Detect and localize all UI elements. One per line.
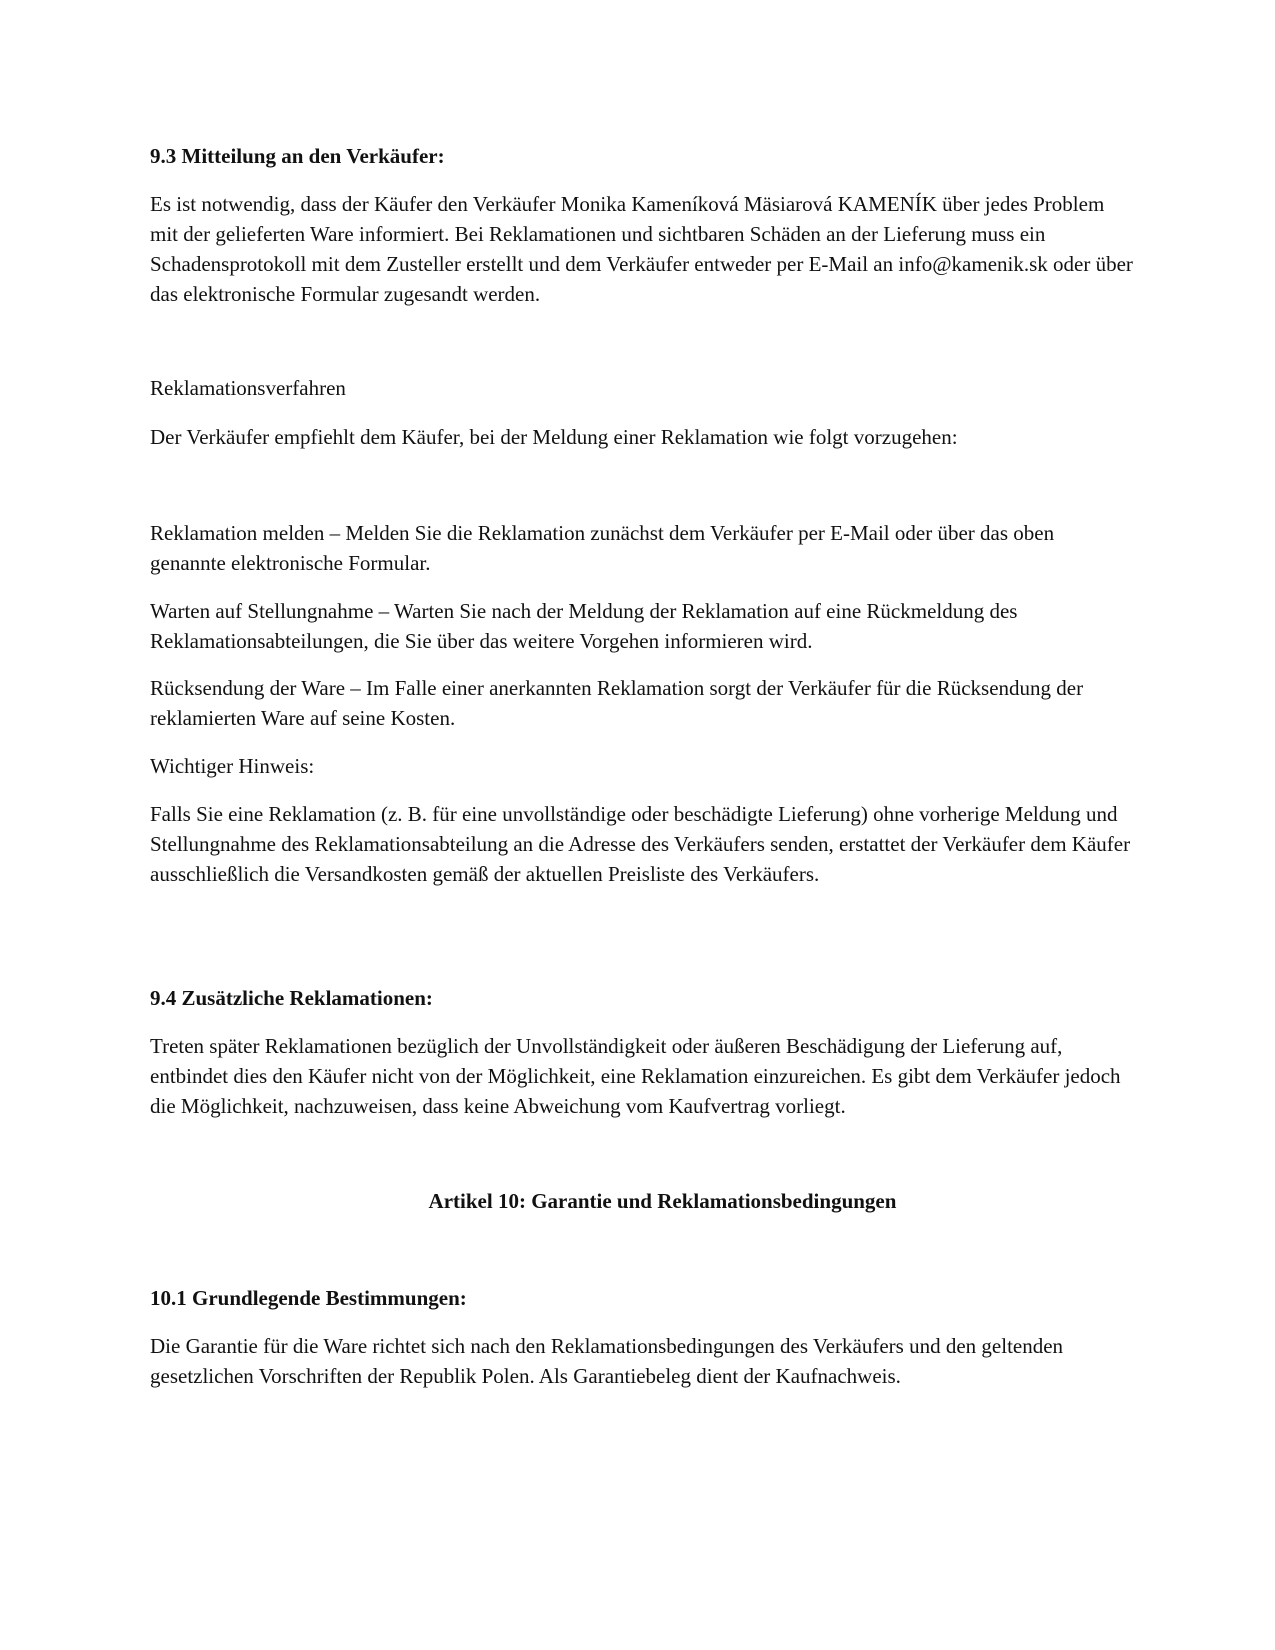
procedure-intro: Der Verkäufer empfiehlt dem Käufer, bei der Meldung einer Reklamation wie folgt vorzugehen: xyxy=(150,425,958,449)
section-9-3-heading: 9.3 Mitteilung an den Verkäufer: xyxy=(150,144,445,168)
procedure-step-report: Reklamation melden – Melden Sie die Reklamation zunächst dem Verkäufer per E-Mail oder über das oben genannte elektronische Formular. xyxy=(150,521,1055,575)
section-9-4-heading: 9.4 Zusätzliche Reklamationen: xyxy=(150,986,433,1010)
section-10-1-paragraph: Die Garantie für die Ware richtet sich nach den Reklamationsbedingungen des Verkäufers und den geltenden gesetzlichen Vorschriften der Republik Polen. Als Garantiebeleg dient der Kaufnachweis. xyxy=(150,1334,1064,1388)
section-9-3-paragraph: Es ist notwendig, dass der Käufer den Verkäufer Monika Kameníková Mäsiarová KAMENÍK über jedes Problem mit der gelieferten Ware informiert. Bei Reklamationen und sichtbaren Schäden an der Lieferung muss ein Schadensprotokoll mit dem Zusteller erstellt und dem Verkäufer entweder per E-Mail an info@kamenik.sk oder über das elektronische Formular zugesandt werden. xyxy=(150,192,1133,306)
important-note-text: Falls Sie eine Reklamation (z. B. für eine unvollständige oder beschädigte Lieferung) ohne vorherige Meldung und Stellungnahme des Reklamationsabteilung an die Adresse des Verkäufers senden, erstattet der Verkäufer dem Käufer ausschließlich die Versandkosten gemäß der aktuellen Preisliste des Verkäufers. xyxy=(150,802,1131,886)
procedure-step-wait: Warten auf Stellungnahme – Warten Sie nach der Meldung der Reklamation auf eine Rückmeldung des Reklamationsabteilungen, die Sie über das weitere Vorgehen informieren wird. xyxy=(150,599,1018,653)
section-9-4-paragraph: Treten später Reklamationen bezüglich der Unvollständigkeit oder äußeren Beschädigung der Lieferung auf, entbindet dies den Käufer nicht von der Möglichkeit, eine Reklamation einzureichen. Es gibt dem Verkäufer jedoch die Möglichkeit, nachzuweisen, dass keine Abweichung vom Kaufvertrag vorliegt. xyxy=(150,1034,1121,1118)
procedure-title: Reklamationsverfahren xyxy=(150,376,346,400)
article-10-title: Artikel 10: Garantie und Reklamationsbedingungen xyxy=(428,1189,897,1213)
procedure-step-return: Rücksendung der Ware – Im Falle einer anerkannten Reklamation sorgt der Verkäufer für die Rücksendung der reklamierten Ware auf seine Kosten. xyxy=(150,676,1084,730)
section-10-1-heading: 10.1 Grundlegende Bestimmungen: xyxy=(150,1286,467,1310)
important-note-label: Wichtiger Hinweis: xyxy=(150,754,315,778)
